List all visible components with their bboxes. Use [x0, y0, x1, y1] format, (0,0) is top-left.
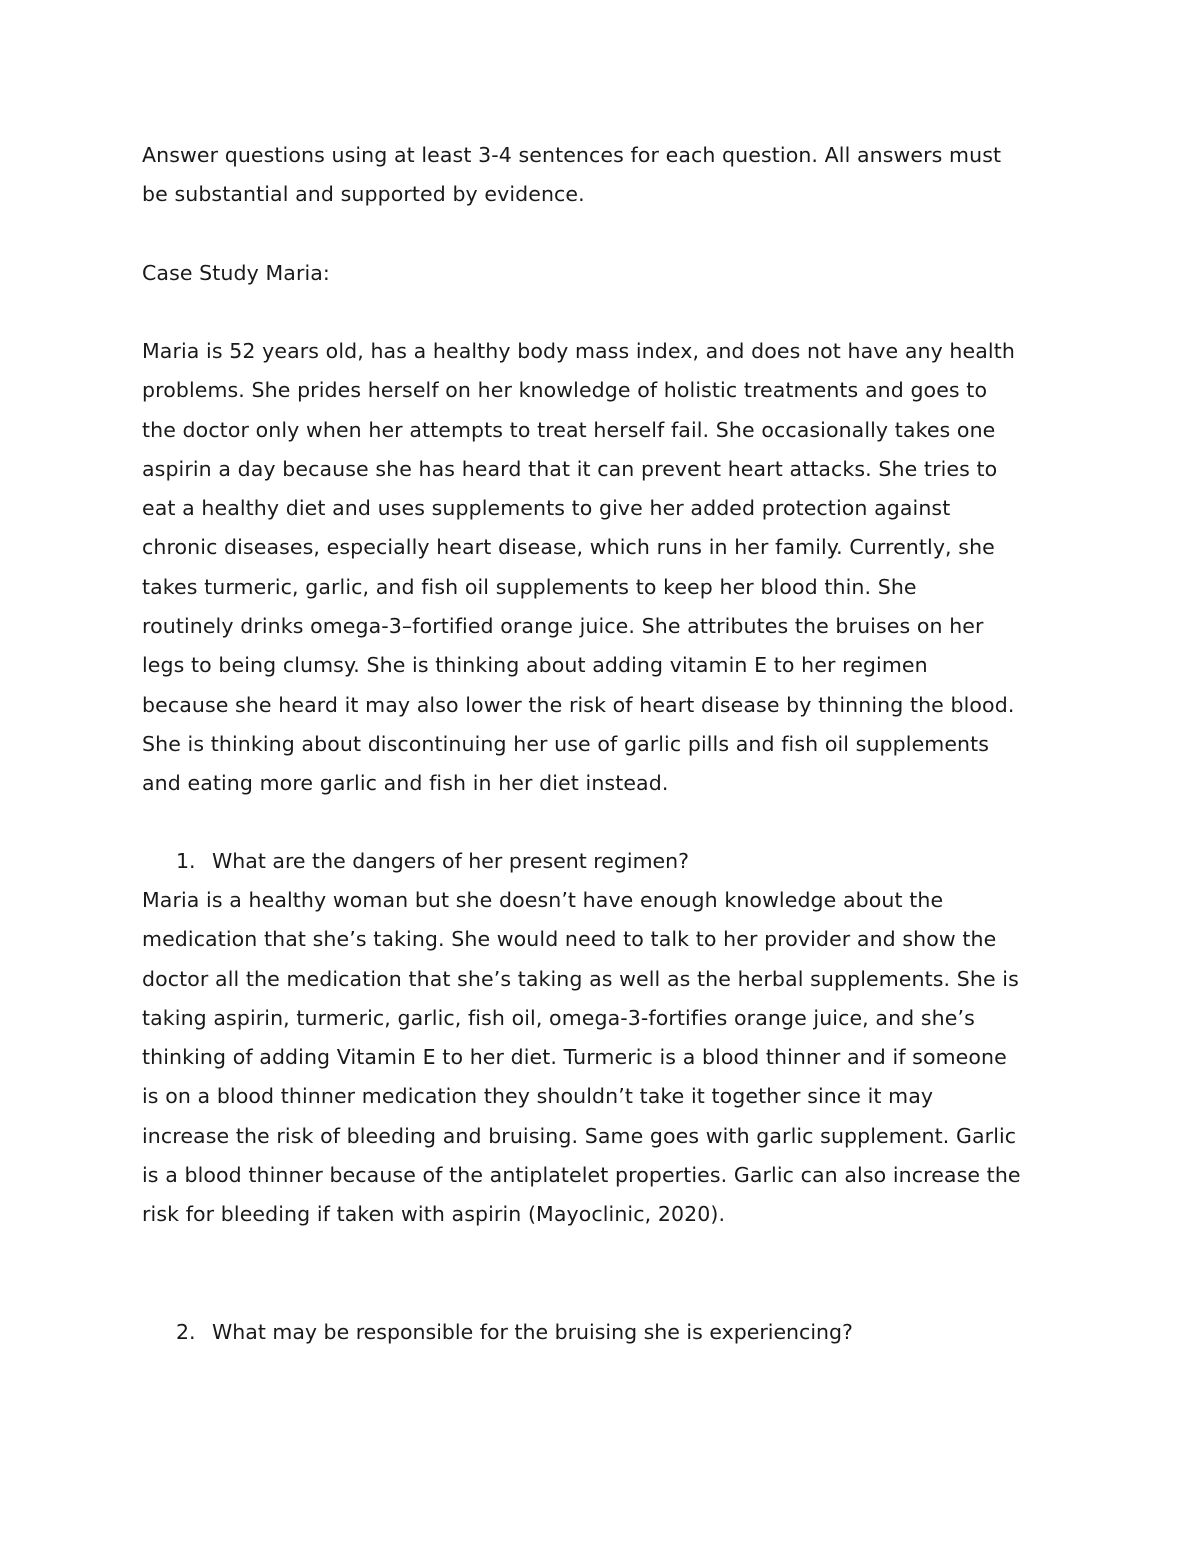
case-line: Maria is 52 years old, has a healthy body mass index, and does not have any health	[142, 339, 1015, 363]
question-1	[176, 842, 689, 881]
case-title-text: Case Study Maria:	[142, 261, 330, 285]
case-line: eat a healthy diet and uses supplements to give her added protection against	[142, 496, 951, 521]
answer-line: medication that she’s taking. She would need to talk to her provider and show the	[142, 927, 997, 952]
instructions-line: Answer questions using at least 3-4 sentences for each question. All answers must	[142, 143, 1002, 167]
case-line: and eating more garlic and fish in her diet instead.	[142, 771, 669, 796]
case-line: She is thinking about discontinuing her use of garlic pills and fish oil supplements	[142, 731, 990, 756]
instructions-line: be substantial and supported by evidence.	[142, 182, 585, 207]
case-title	[142, 254, 1082, 293]
question-number: 1.	[176, 849, 196, 873]
case-line: problems. She prides herself on her knowledge of holistic treatments and goes to	[142, 378, 988, 403]
case-line: legs to being clumsy. She is thinking about adding vitamin E to her regimen	[142, 653, 928, 678]
answer-line: Maria is a healthy woman but she doesn’t have enough knowledge about the	[142, 888, 944, 912]
answer-line: thinking of adding Vitamin E to her diet. Turmeric is a blood thinner and if someone	[142, 1045, 1007, 1070]
question-number: 2.	[176, 1320, 196, 1344]
case-line: because she heard it may also lower the risk of heart disease by thinning the blood.	[142, 692, 1015, 717]
answer-line: increase the risk of bleeding and bruising. Same goes with garlic supplement. Garlic	[142, 1123, 1017, 1148]
answer-line: doctor all the medication that she’s taking as well as the herbal supplements. She is	[142, 966, 1019, 991]
case-line: aspirin a day because she has heard that it can prevent heart attacks. She tries to	[142, 456, 998, 481]
case-line: routinely drinks omega-3–fortified orange juice. She attributes the bruises on her	[142, 614, 984, 639]
case-paragraph	[142, 332, 1082, 804]
answer-line: is on a blood thinner medication they shouldn’t take it together since it may	[142, 1084, 934, 1109]
case-line: the doctor only when her attempts to treat herself fail. She occasionally takes one	[142, 417, 996, 442]
question-text: What may be responsible for the bruising she is experiencing?	[212, 1320, 853, 1344]
answer-line: risk for bleeding if taken with aspirin (Mayoclinic, 2020).	[142, 1202, 726, 1227]
case-line: takes turmeric, garlic, and fish oil supplements to keep her blood thin. She	[142, 574, 917, 599]
instructions-paragraph	[142, 136, 1082, 215]
question-text: What are the dangers of her present regimen?	[212, 849, 690, 873]
answer-1	[142, 881, 1082, 1235]
answer-line: taking aspirin, turmeric, garlic, fish oil, omega-3-fortifies orange juice, and she’s	[142, 1005, 975, 1030]
case-line: chronic diseases, especially heart disease, which runs in her family. Currently, she	[142, 535, 995, 560]
question-2	[176, 1313, 853, 1352]
answer-line: is a blood thinner because of the antiplatelet properties. Garlic can also increase the	[142, 1163, 1021, 1188]
